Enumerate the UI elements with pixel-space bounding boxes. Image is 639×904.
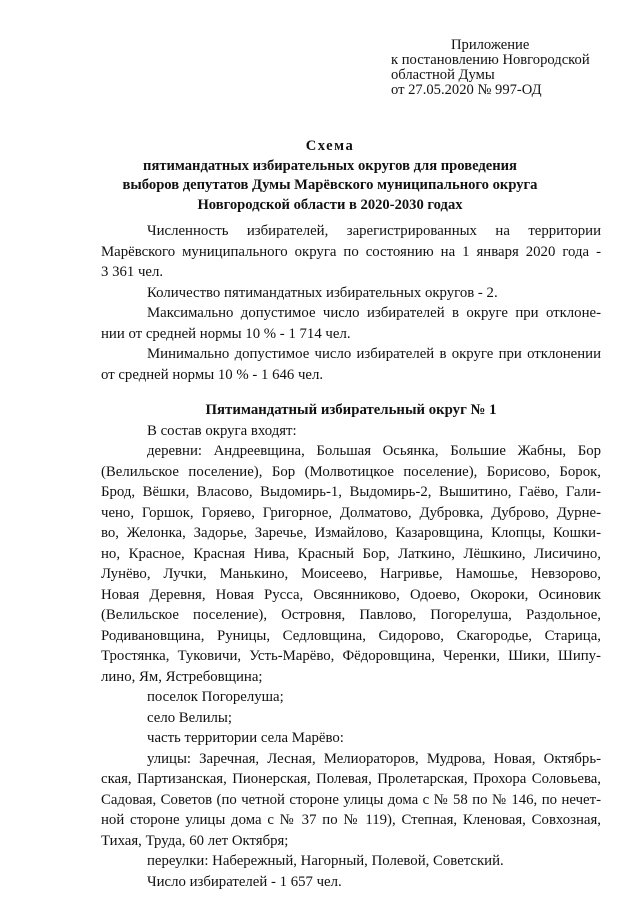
villages-line: лино, Ям, Ястребовщина;: [101, 668, 263, 685]
voters-line: Число избирателей - 1 657 чел.: [147, 873, 342, 890]
district-1-section: [101, 400, 601, 892]
streets-line: ская, Партизанская, Пионерская, Полевая, Пролетарская, Прохора Соловьева,: [101, 771, 601, 787]
paragraph-line: 3 361 чел.: [101, 264, 164, 280]
title-line-1: Схема: [305, 138, 355, 154]
paragraph-line: от средней нормы 10 % - 1 646 чел.: [101, 366, 324, 383]
villages-line: (Велильское поселение), Островня, Павлово, Погорелуша, Раздольное,: [101, 607, 601, 623]
document-title: [70, 137, 590, 215]
paragraph-line: нии от средней нормы 10 % - 1 714 чел.: [101, 325, 351, 342]
title-line-4: Новгородской области в 2020-2030 годах: [197, 196, 463, 213]
villages-line: (Велильское поселение), Бор (Молвотицкое поселение), Борисово, Борок,: [101, 463, 601, 480]
appendix-line-4: от 27.05.2020 № 997-ОД: [391, 82, 542, 98]
paragraph-line: Численность избирателей, зарегистрированных на территории: [147, 223, 601, 239]
villages-line: Лунёво, Лучки, Манькино, Моисеево, Нагривье, Намошье, Невзорово,: [101, 566, 601, 582]
villages-line: Новая Деревня, Новая Русса, Овсянниково, Одоево, Окороки, Осиновик: [101, 586, 601, 603]
villages-line: деревни: Андреевщина, Большая Осьянка, Большие Жабны, Бор: [147, 443, 601, 459]
streets-line: улицы: Заречная, Лесная, Мелиораторов, Мудрова, Новая, Октябрь-: [147, 750, 601, 767]
appendix-header: [391, 38, 631, 98]
villages-line: но, Красное, Красная Нива, Красный Бор, Латкино, Лёшкино, Лисичино,: [101, 545, 601, 562]
appendix-line-2: к постановлению Новгородской: [391, 52, 590, 68]
villages-line: чено, Горшок, Горяево, Григорное, Долматово, Дубровка, Дуброво, Дурне-: [101, 504, 601, 521]
settlement-line: поселок Погорелуша;: [147, 689, 284, 705]
intro-section: [101, 221, 601, 385]
appendix-line-3: областной Думы: [391, 67, 495, 83]
paragraph-line: Максимально допустимое число избирателей в округе при отклоне-: [147, 305, 601, 321]
villages-line: Тростянка, Туковичи, Усть-Марёво, Фёдоровщина, Черенки, Шики, Шипу-: [101, 648, 601, 664]
appendix-line-1: Приложение: [451, 37, 530, 53]
composition-line: В состав округа входят:: [147, 422, 297, 439]
selo-line: село Велилы;: [147, 709, 232, 726]
villages-line: во, Желонка, Задорье, Заречье, Измайлово, Казаровщина, Клопцы, Кошки-: [101, 525, 601, 541]
paragraph-line: Марёвского муниципального округа по состоянию на 1 января 2020 года -: [101, 243, 601, 260]
villages-line: Брод, Вёшки, Власово, Выдомирь-1, Выдомирь-2, Вышитино, Гаёво, Гали-: [101, 484, 601, 500]
streets-line: ной стороне улицы дома с № 37 по № 119), Степная, Кленовая, Совхозная,: [101, 812, 601, 828]
district-heading: Пятимандатный избирательный округ № 1: [205, 402, 497, 418]
title-line-2: пятимандатных избирательных округов для проведения: [143, 157, 517, 174]
paragraph-line: Количество пятимандатных избирательных округов - 2.: [147, 284, 498, 301]
villages-line: Родивановщина, Руницы, Седловщина, Сидорово, Скагородье, Старица,: [101, 627, 601, 644]
lanes-line: переулки: Набережный, Нагорный, Полевой, Советский.: [147, 853, 504, 869]
part-line: часть территории села Марёво:: [147, 730, 344, 746]
streets-line: Садовая, Советов (по четной стороне улицы дома с № 58 по № 146, по нечет-: [101, 791, 601, 808]
streets-line: Тихая, Труда, 60 лет Октября;: [101, 832, 289, 849]
title-line-3: выборов депутатов Думы Марёвского муниципального округа: [122, 177, 538, 193]
paragraph-line: Минимально допустимое число избирателей в округе при отклонении: [147, 346, 601, 362]
